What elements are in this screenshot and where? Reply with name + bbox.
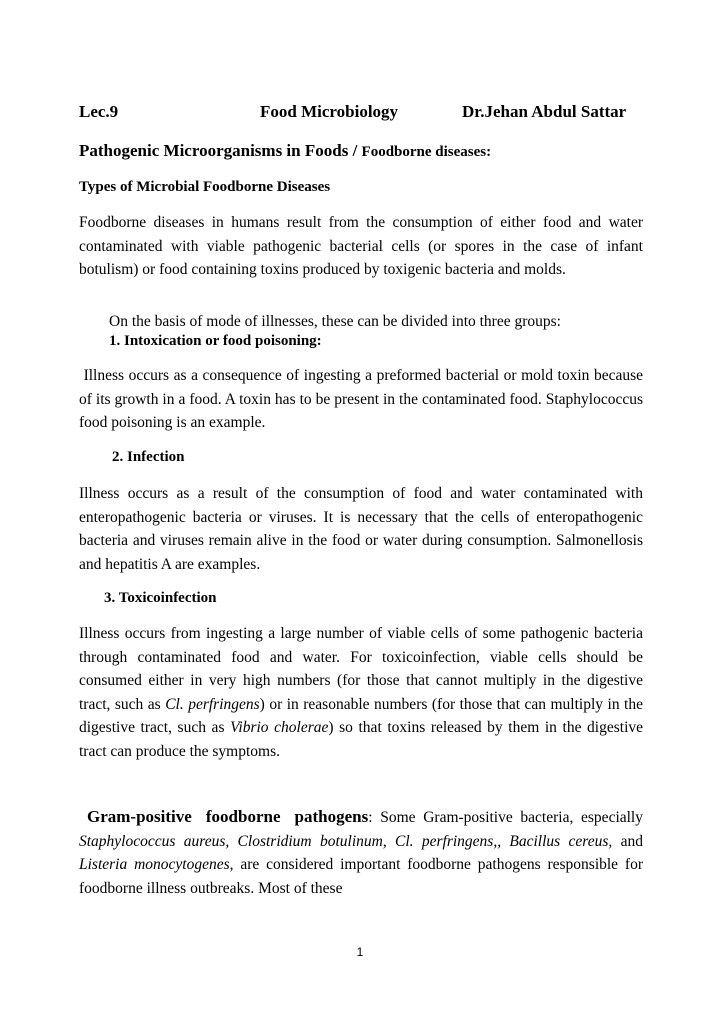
species-perfringens: Cl. perfringens	[165, 695, 260, 713]
group3-text-b: ) or in reasonable numbers (for those that can multiply in the digestive tract, such as	[79, 695, 643, 736]
species-vibrio: Vibrio cholerae	[230, 719, 329, 736]
gram-positive-paragraph	[79, 805, 643, 900]
intro-paragraph: Foodborne diseases in humans result from the consumption of either food and water contaminated with viable pathogenic bacterial cells (or spores in the case of infant botulism) or food containing toxins produced by toxigenic bacteria and molds.	[79, 214, 643, 278]
group3-paragraph	[79, 622, 643, 763]
gram-positive-colon: :	[368, 809, 373, 826]
page-title	[79, 141, 491, 161]
page-number: 1	[356, 945, 364, 959]
groups-intro: On the basis of mode of illnesses, these can be divided into three groups:	[109, 313, 561, 330]
gram-positive-text-b: and	[612, 832, 643, 850]
group2-paragraph: Illness occurs as a result of the consumption of food and water contaminated with enteropathogenic bacteria or viruses. It is necessary that the cells of enteropathogenic bacteria and viruses remain alive in the food or water during consumption. Salmonellosis and hepatitis A are examples.	[79, 485, 643, 573]
page-title-sub: Foodborne diseases:	[361, 144, 492, 160]
gram-positive-text-a: Some Gram-positive bacteria, especially	[372, 809, 643, 826]
group3-text-c: ) so that toxins released by them in the digestive tract can produce the symptoms.	[79, 719, 644, 760]
group2-heading: 2. Infection	[112, 449, 185, 465]
group3-heading: 3. Toxicoinfection	[104, 590, 217, 606]
species-listeria: Listeria monocytogenes	[79, 856, 230, 873]
page-title-main: Pathogenic Microorganisms in Foods /	[79, 141, 362, 160]
gram-positive-heading: Gram-positive foodborne pathogens	[87, 807, 369, 826]
gram-positive-species: Staphylococcus aureus, Clostridium botulinum, Cl. perfringens,, Bacillus cereus,	[79, 832, 613, 850]
group3-text-a: Illness occurs from ingesting a large number of viable cells of some pathogenic bacteria through contaminated food and water. For toxicoinfection, viable cells should be consumed either in very high numbers (for those that cannot multiply in the digestive tract, such as	[79, 625, 643, 713]
section-heading: Types of Microbial Foodborne Diseases	[79, 179, 331, 195]
author-name: Dr.Jehan Abdul Sattar	[462, 102, 627, 121]
group1-heading: 1. Intoxication or food poisoning:	[109, 333, 322, 349]
course-title: Food Microbiology	[260, 102, 399, 121]
group1-paragraph: Illness occurs as a consequence of ingesting a preformed bacterial or mold toxin because of its growth in a food. A toxin has to be present in the contaminated food. Staphylococcus food poisoning is an example.	[79, 367, 647, 431]
lecture-number: Lec.9	[79, 102, 119, 121]
gram-positive-text-c: , are considered important foodborne pathogens responsible for foodborne illness outbreaks. Most of these	[79, 856, 643, 897]
